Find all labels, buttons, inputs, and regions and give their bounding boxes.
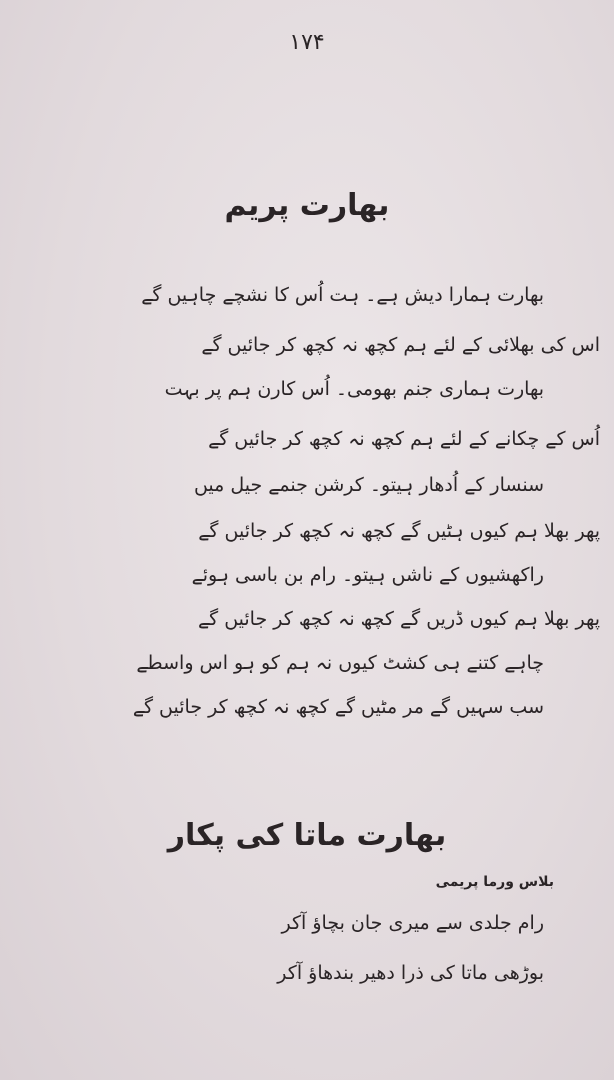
verse-line: بھارت ہماری جنم بھومی۔ اُس کارن ہم پر بہت [164, 378, 544, 400]
verse-line: رام جلدی سے میری جان بچاؤ آکر [281, 912, 544, 934]
verse-line: بوڑھی ماتا کی ذرا دھیر بندھاؤ آکر [277, 962, 544, 984]
verse-line: اُس کے چکانے کے لئے ہم کچھ نہ کچھ کر جائیں گے [208, 428, 600, 450]
verse-line: راکھشیوں کے ناشں ہیتو۔ رام بن باسی ہوئے [191, 564, 544, 586]
verse-line: اس کی بھلائی کے لئے ہم کچھ نہ کچھ کر جائیں گے [201, 334, 600, 356]
verse-line: چاہے کتنے ہی کشٹ کیوں نہ ہم کو ہو اس واسطے [136, 652, 544, 674]
verse-line: سنسار کے اُدھار ہیتو۔ کرشن جنمے جیل میں [193, 474, 544, 496]
poet-name: بلاس ورما پریمی [435, 874, 554, 890]
verse-line: پھر بھلا ہم کیوں ہٹیں گے کچھ نہ کچھ کر جائیں گے [198, 520, 600, 542]
poem-title: بھارت پریم [224, 188, 390, 223]
verse-line: پھر بھلا ہم کیوں ڈریں گے کچھ نہ کچھ کر جائیں گے [197, 608, 600, 630]
verse-line: بھارت ہمارا دیش ہے۔ ہت اُس کا نشچے چاہیں گے [141, 284, 544, 306]
poem-title: بھارت ماتا کی پکار [167, 818, 447, 853]
page-number: ۱۷۴ [289, 30, 325, 55]
verse-line: سب سہیں گے مر مٹیں گے کچھ نہ کچھ کر جائیں گے [132, 696, 544, 718]
